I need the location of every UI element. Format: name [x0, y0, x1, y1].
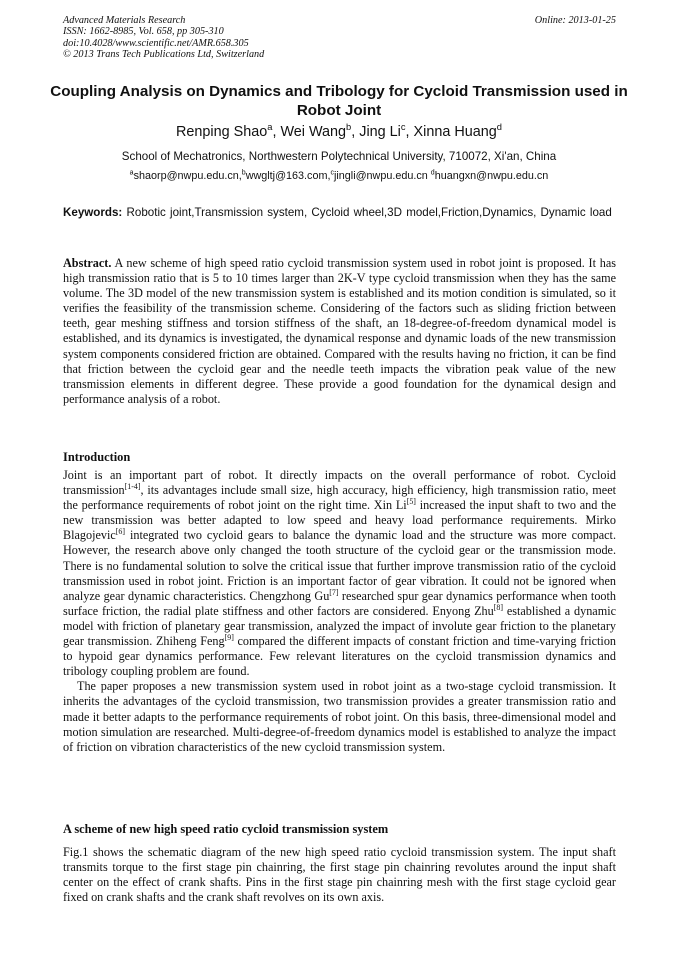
paragraph-text: integrated two cycloid gears to balance the dynamic load and the structure was more compact. However, the research above only changed the tooth structure of the cycloid gear or the transmission mode. There is no fundamental solution to solve the critical issue that further improve transmission ratio of the cycloid transmission used in robot joint. Friction is an important factor of gear vibration. It could not be ignored when analyze gear dynamic characteristics. Chengzhong Gu [63, 528, 616, 603]
introduction-body [63, 468, 616, 755]
introduction-paragraph-2: The paper proposes a new transmission system used in robot joint as a two-stage cycloid transmission. It inherits the advantages of the cycloid transmission, two transmission provides a greater transmission ratio and made it better adapts to the performance requirements of robot joint. On this basis, three-dimensional model and motion simulation are researched. Multi-degree-of-freedom dynamics model is established to analyze the impact of friction on vibration characteristics of the new cycloid transmission system. [63, 679, 616, 754]
email-mark: c [330, 169, 334, 177]
citation-ref: [8] [493, 602, 503, 612]
paragraph-text: , its advantages include small size, high accuracy, high efficiency, high transmission ratio, meet the performance requirements of robot joint on the right time. Xin Li [63, 483, 616, 513]
paragraph-text: compared the different impacts of constant friction and time-varying friction to hypoid gear dynamics performance. Few relevant literatures on the cycloid transmission dynamics and tribology coupling problem are found. [63, 634, 617, 679]
email-mark: a [129, 169, 134, 177]
author-name: Jing Li [359, 124, 401, 140]
copyright-line: © 2013 Trans Tech Publications Ltd, Switzerland [63, 49, 265, 61]
citation-ref: [7] [329, 587, 339, 597]
journal-header [63, 15, 616, 61]
scheme-body [63, 845, 616, 905]
introduction-heading: Introduction [63, 450, 131, 464]
author-name: Wei Wang [280, 124, 347, 140]
author-mark: d [496, 122, 502, 133]
author-name: Xinna Huang [413, 124, 497, 140]
author-separator: , [405, 124, 414, 140]
author-name: Renping Shao [176, 124, 268, 140]
online-date: Online: 2013-01-25 [534, 15, 616, 26]
email-address: wwgltj@163.com, [245, 170, 331, 182]
author-separator: , [351, 124, 360, 140]
author-separator: , [272, 124, 281, 140]
paragraph-text: established a dynamic model with friction of planetary gear transmission, analyzed the impact of involute gear friction to the planetary gear transmission. Zhiheng Feng [63, 603, 616, 649]
email-address: jingli@nwpu.edu.cn [333, 170, 431, 182]
abstract-text: A new scheme of high speed ratio cycloid transmission system used in robot joint is proposed. It has high transmission ratio that is 5 to 10 times larger than 2K-V type cycloid transmission when they has the same volume. The 3D model of the new transmission system is established and its motion condition is simulated, so it verifies the feasibility of the transmission scheme. Considering of the factors such as sliding friction between teeth, gear meshing stiffness and torsion stiffness of the shaft, an 18-degree-of-freedom dynamical model is established, and its dynamics is investigated, the dynamical response and dynamic loads of the new transmission system components considered friction are obtained. Compared with the results having no friction, it can be find that friction between the cycloid gear and the needle teeth impacts the vibration peak value of the new transmission elements in different degree. These provide a good foundation for the dynamical design and performance analysis of a robot. [63, 256, 616, 406]
introduction-paragraph-1 [63, 468, 616, 679]
author-mark: b [346, 122, 352, 133]
issn-line: ISSN: 1662-8985, Vol. 658, pp 305-310 [63, 26, 224, 38]
email-address: shaorp@nwpu.edu.cn, [133, 170, 242, 182]
paragraph-text: increased the input shaft to two and the new transmission was better adapted to low speed and heavy load performance requirements. Mirko Blagojevic [63, 498, 616, 543]
affiliation: School of Mechatronics, Northwestern Polytechnical University, 710072, Xi'an, China [121, 150, 557, 163]
email-list [40, 169, 638, 183]
scheme-heading: A scheme of new high speed ratio cycloid transmission system [63, 822, 389, 836]
scheme-paragraph-1: Fig.1 shows the schematic diagram of the new high speed ratio cycloid transmission system. The input shaft transmits torque to the first stage pin chainring, the first stage pin chainring revolutes around the input shaft center on the effect of crank shafts. Pins in the first stage pin chainring mesh with the first stage cycloid gear fixed on crank shafts and the crank shaft revolves on its own axis. [63, 845, 616, 905]
citation-ref: [5] [406, 497, 416, 507]
email-address: huangxn@nwpu.edu.cn [434, 170, 549, 182]
keywords [63, 205, 616, 221]
abstract-label: Abstract. [63, 256, 112, 270]
keywords-label: Keywords: [63, 206, 123, 219]
paragraph-text: researched spur gear dynamics performance when tooth surface friction, the radial plate stiffness and other factors are considered. Enyong Zhu [63, 588, 616, 618]
citation-ref: [9] [224, 632, 234, 642]
email-mark: d [430, 169, 435, 177]
abstract [63, 256, 616, 407]
email-mark: b [241, 169, 246, 177]
author-mark: a [267, 122, 273, 133]
paragraph-text: Joint is an important part of robot. It directly impacts on the overall performance of robot. Cycloid transmission [63, 468, 616, 498]
citation-ref: [1-4] [124, 482, 141, 492]
doi-line: doi:10.4028/www.scientific.net/AMR.658.305 [63, 37, 249, 49]
author-mark: c [400, 122, 406, 133]
paper-title: Coupling Analysis on Dynamics and Tribology for Cycloid Transmission used in Robot Joint [50, 83, 628, 119]
citation-ref: [6] [115, 527, 126, 537]
keywords-text: Robotic joint,Transmission system, Cycloid wheel,3D model,Friction,Dynamics, Dynamic load [122, 206, 612, 219]
journal-name: Advanced Materials Research [63, 15, 186, 26]
author-list [40, 123, 638, 141]
